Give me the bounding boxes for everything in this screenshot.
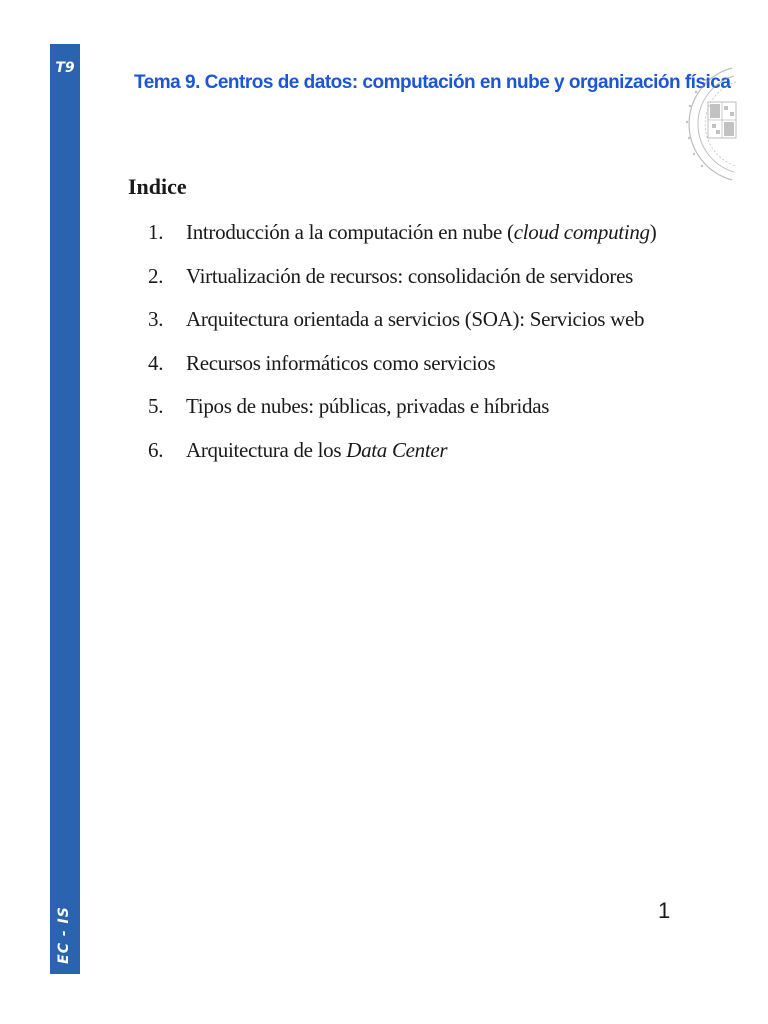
index-item-number: 5. [148,394,164,418]
index-heading: Indice [128,174,187,199]
side-bar [50,44,80,974]
index-item-text: Recursos informáticos como servicios [186,350,496,375]
index-item-text: Arquitectura orientada a servicios (SOA): Servicios web [186,307,645,331]
university-seal-icon [672,62,744,186]
index-item-emphasis: Data Center [346,437,448,462]
index-item-number: 2. [148,263,164,288]
topic-code: T9 [55,60,75,76]
index-item-number: 1. [148,220,164,244]
index-item [148,434,656,478]
index-item-number: 4. [148,350,164,375]
slide-title: Tema 9. Centros de datos: computación en nube y organización física [134,72,731,93]
index-item [148,216,656,260]
index-item-text: Virtualización de recursos: consolidación de servidores [186,263,633,288]
index-item [148,390,656,434]
index-item-number: 3. [148,307,164,331]
index-item-emphasis: cloud computing [513,220,650,244]
index-list [148,216,656,477]
course-code: EC - IS [56,906,72,964]
page-number: 1 [658,898,671,923]
index-item-number: 6. [148,437,164,462]
index-item-text-after: ) [649,220,657,244]
index-item [148,260,656,304]
index-item [148,303,656,347]
index-item-text: Introducción a la computación en nube ( [186,220,514,244]
index-item-text: Tipos de nubes: públicas, privadas e híbridas [186,394,550,418]
index-item [148,347,656,391]
index-item-text: Arquitectura de los [186,437,347,462]
